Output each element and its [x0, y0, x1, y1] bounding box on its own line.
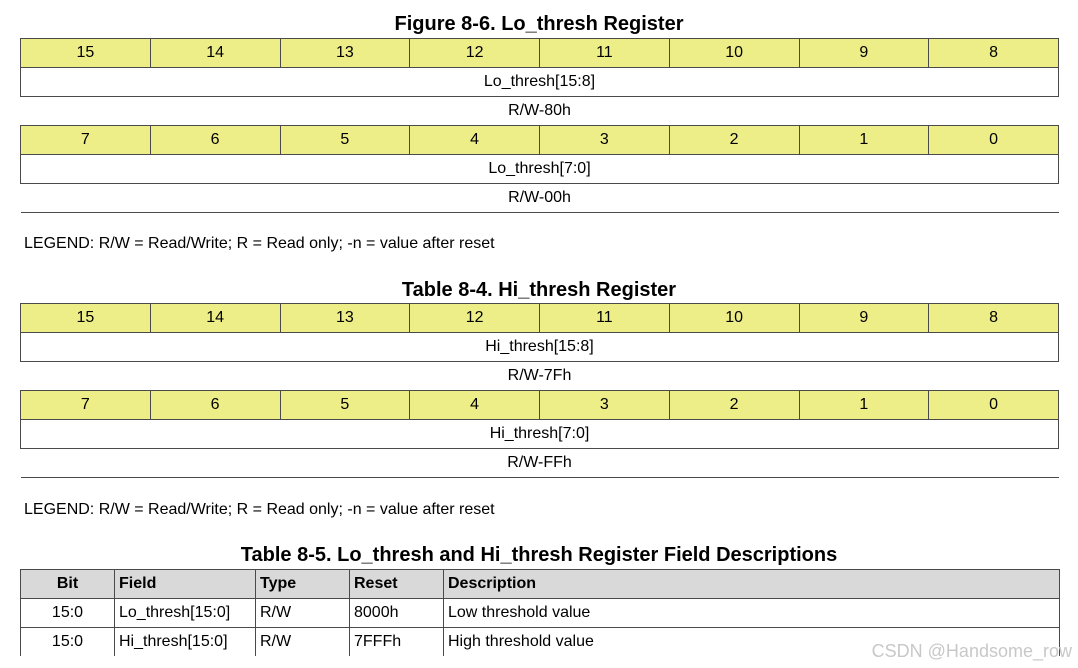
cell-field: Lo_thresh[15:0]	[115, 599, 256, 628]
bit-number: 14	[150, 304, 280, 333]
field-row-high	[21, 68, 1059, 97]
bit-number: 3	[540, 391, 670, 420]
cell-reset: 7FFFh	[350, 628, 444, 657]
access-reset: R/W-80h	[21, 97, 1059, 126]
cell-bit: 15:0	[21, 599, 115, 628]
bit-number: 2	[669, 391, 799, 420]
field-row-high	[21, 333, 1059, 362]
column-header-type: Type	[256, 570, 350, 599]
table-8-5-title: Table 8-5. Lo_thresh and Hi_thresh Register Field Descriptions	[240, 544, 838, 566]
bit-number: 6	[150, 391, 280, 420]
figure-8-6-legend: LEGEND: R/W = Read/Write; R = Read only; -n = value after reset	[24, 235, 495, 252]
field-name: Lo_thresh[15:8]	[21, 68, 1059, 97]
bit-number: 10	[669, 304, 799, 333]
bit-number: 5	[280, 126, 410, 155]
field-name: Hi_thresh[7:0]	[21, 420, 1059, 449]
access-row-low	[21, 184, 1059, 213]
field-row-low	[21, 420, 1059, 449]
bit-number-row-high	[21, 304, 1059, 333]
bit-number: 13	[280, 304, 410, 333]
bit-number: 4	[410, 391, 540, 420]
column-header-field: Field	[115, 570, 256, 599]
bit-number: 1	[799, 391, 929, 420]
bit-number-row-high	[21, 39, 1059, 68]
bit-number: 1	[799, 126, 929, 155]
table-row	[21, 599, 1060, 628]
access-row-high	[21, 362, 1059, 391]
hi-thresh-register-diagram	[20, 303, 1059, 478]
bit-number-row-low	[21, 391, 1059, 420]
column-header-description: Description	[444, 570, 1060, 599]
bit-number: 5	[280, 391, 410, 420]
table-8-4-title: Table 8-4. Hi_thresh Register	[401, 279, 677, 301]
bit-number: 11	[540, 39, 670, 68]
bit-number: 15	[21, 304, 151, 333]
cell-type: R/W	[256, 628, 350, 657]
access-row-low	[21, 449, 1059, 478]
bit-number: 7	[21, 126, 151, 155]
bit-number: 2	[669, 126, 799, 155]
bit-number: 12	[410, 39, 540, 68]
bit-number: 10	[669, 39, 799, 68]
bit-number: 12	[410, 304, 540, 333]
bit-number: 0	[929, 126, 1059, 155]
bit-number: 6	[150, 126, 280, 155]
lo-thresh-register-diagram	[20, 38, 1059, 213]
watermark: CSDN @Handsome_row	[871, 641, 1072, 661]
bit-number: 9	[799, 304, 929, 333]
figure-8-6-title: Figure 8-6. Lo_thresh Register	[394, 13, 684, 35]
bit-number: 3	[540, 126, 670, 155]
bit-number: 8	[929, 39, 1059, 68]
bit-number: 9	[799, 39, 929, 68]
field-row-low	[21, 155, 1059, 184]
cell-description: High threshold value	[444, 628, 1060, 657]
column-header-reset: Reset	[350, 570, 444, 599]
bit-number: 11	[540, 304, 670, 333]
bit-number: 15	[21, 39, 151, 68]
cell-reset: 8000h	[350, 599, 444, 628]
bit-number-row-low	[21, 126, 1059, 155]
bit-number: 13	[280, 39, 410, 68]
access-reset: R/W-FFh	[21, 449, 1059, 478]
field-name: Hi_thresh[15:8]	[21, 333, 1059, 362]
cell-type: R/W	[256, 599, 350, 628]
bit-number: 0	[929, 391, 1059, 420]
access-reset: R/W-7Fh	[21, 362, 1059, 391]
cell-description: Low threshold value	[444, 599, 1060, 628]
access-reset: R/W-00h	[21, 184, 1059, 213]
cell-field: Hi_thresh[15:0]	[115, 628, 256, 657]
bit-number: 7	[21, 391, 151, 420]
bit-number: 4	[410, 126, 540, 155]
table-header-row	[21, 570, 1060, 599]
table-8-4-legend: LEGEND: R/W = Read/Write; R = Read only; -n = value after reset	[24, 501, 495, 518]
bit-number: 14	[150, 39, 280, 68]
field-name: Lo_thresh[7:0]	[21, 155, 1059, 184]
cell-bit: 15:0	[21, 628, 115, 657]
column-header-bit: Bit	[21, 570, 115, 599]
bit-number: 8	[929, 304, 1059, 333]
access-row-high	[21, 97, 1059, 126]
